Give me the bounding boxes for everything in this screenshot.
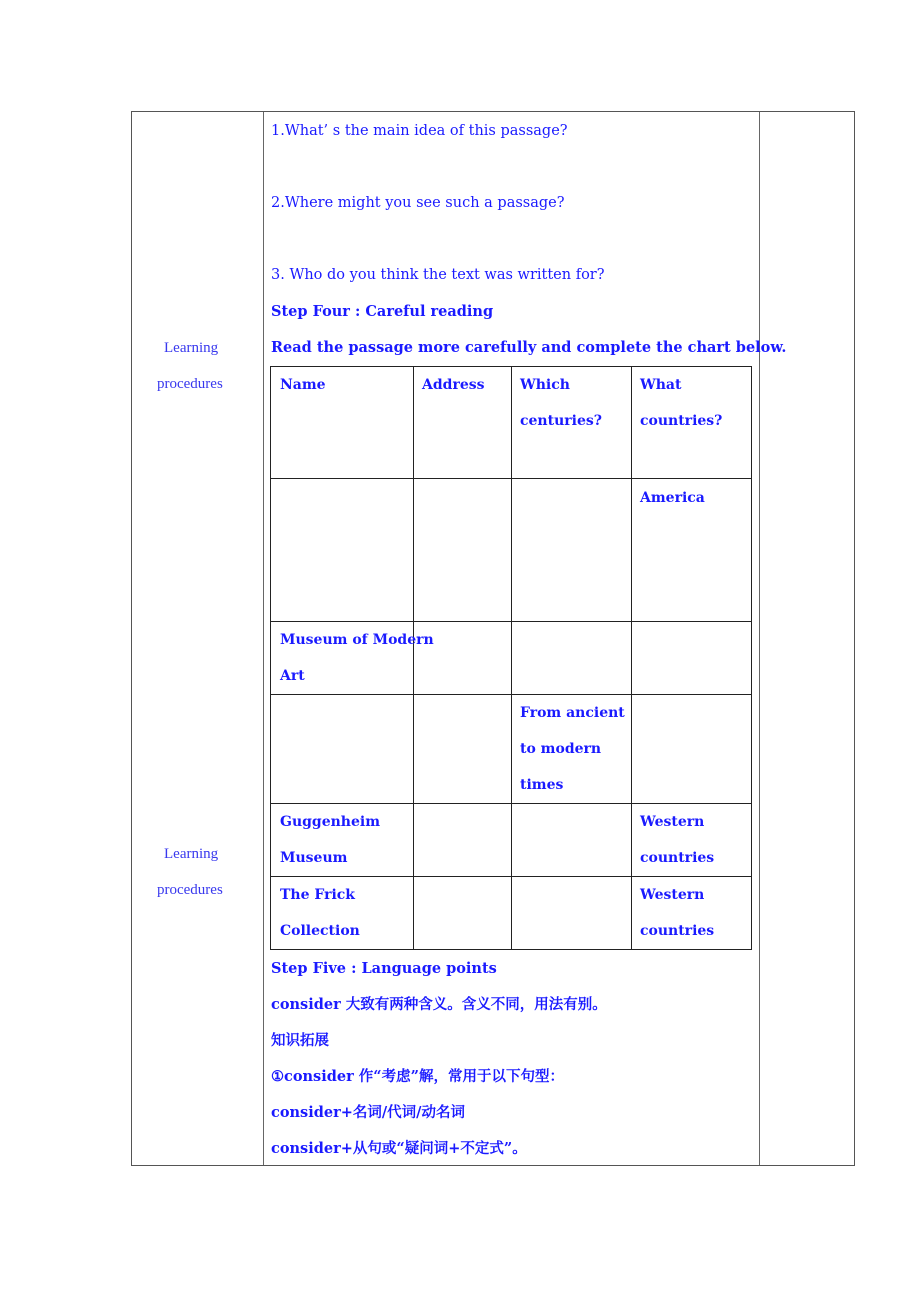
table-cell: From ancient	[520, 705, 625, 721]
table-cell: America	[640, 490, 705, 506]
table-cell: Western	[640, 887, 705, 903]
left-label-learning: Learning	[164, 846, 219, 862]
language-point-line: consider+名词/代词/动名词	[271, 1104, 465, 1121]
header-countries: What	[640, 377, 682, 393]
language-point-line: 知识拓展	[271, 1032, 329, 1049]
header-centuries: Which	[520, 377, 570, 393]
table-cell: countries	[640, 850, 715, 866]
step-four-title: Step Four : Careful reading	[271, 303, 494, 320]
table-cell: Museum	[280, 850, 348, 866]
table-cell: countries	[640, 923, 715, 939]
question-3: 3. Who do you think the text was written for?	[271, 267, 605, 283]
language-point-line: ①consider 作“考虑”解，常用于以下句型：	[271, 1068, 564, 1085]
table-cell: The Frick	[280, 887, 355, 903]
table-cell: Western	[640, 814, 705, 830]
left-label-procedures: procedures	[157, 882, 223, 898]
table-cell: Guggenheim	[280, 814, 381, 830]
header-centuries: centuries?	[520, 413, 602, 429]
table-cell: times	[520, 777, 564, 793]
step-four-instruction: Read the passage more carefully and complete the chart below.	[271, 339, 787, 356]
language-point-line: consider 大致有两种含义。含义不同，用法有别。	[271, 996, 607, 1013]
step-five-title: Step Five : Language points	[271, 960, 497, 977]
header-address: Address	[422, 377, 485, 393]
header-countries: countries?	[640, 413, 723, 429]
table-cell: Museum of Modern	[280, 632, 434, 648]
column-divider	[263, 112, 264, 1165]
header-name: Name	[280, 377, 326, 393]
left-label-procedures: procedures	[157, 376, 223, 392]
museum-chart	[270, 366, 752, 950]
language-point-line: consider+从句或“疑问词+不定式”。	[271, 1140, 527, 1157]
question-2: 2.Where might you see such a passage?	[271, 195, 565, 211]
question-1: 1.What’ s the main idea of this passage?	[271, 123, 568, 139]
table-cell: Collection	[280, 923, 360, 939]
table-cell: to modern	[520, 741, 602, 757]
column-divider	[759, 112, 760, 1165]
table-cell: Art	[280, 668, 305, 684]
left-label-learning: Learning	[164, 340, 219, 356]
